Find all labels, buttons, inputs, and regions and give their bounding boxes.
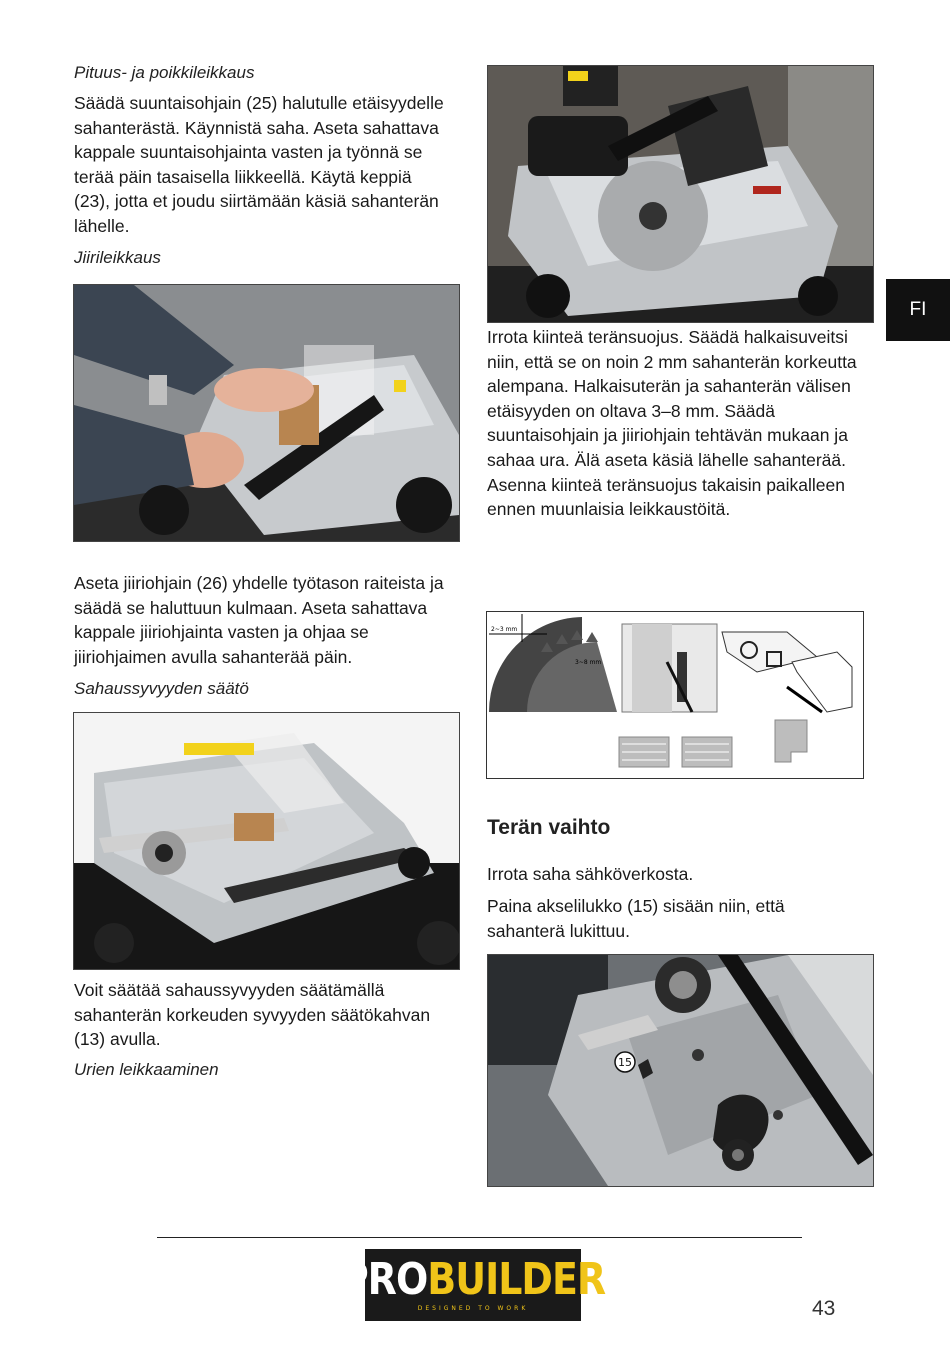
heading-cutting-depth: Sahaussyvyyden säätö [74,679,249,698]
page-number: 43 [812,1297,836,1320]
paragraph-miter-cut: Aseta jiiriohjain (26) yhdelle työtason raiteista ja säädä se haluttuun kulmaan. Aseta sahattava kappale jiiriohjainta vasten ja ohjaa se jiiriohjaimen avulla sahanterää päin. [74,573,444,667]
photo-guard-removed [487,65,874,323]
paragraph-guard-riving-knife: Irrota kiinteä teränsuojus. Säädä halkaisuveitsi niin, että se on noin 2 mm sahanterän korkeutta alempana. Halkaisuterän ja sahanterän välisen etäisyyden on oltava 3–8 mm. Säädä suuntaisohjain ja jiiriohjain tehtävän mukaan ja sahaa ura. Älä aseta käsiä lähelle sahanterää. Asenna kiinteä teränsuojus takaisin paikalleen ennen muunlaisia leikkaustöitä. [487,327,857,520]
probuilder-logo [340,1249,606,1321]
photo-miter-cutting [73,284,460,542]
logo-pro-text: PRO [340,1253,428,1304]
logo-builder-text: BUILDER [427,1253,606,1304]
paragraph-spindle-lock: Paina akselilukko (15) sisään niin, että sahanterä lukittuu. [487,896,785,941]
language-tab-label: FI [909,299,927,320]
diagram-riving-knife-groove [486,611,864,779]
paragraph-unplug: Irrota saha sähköverkosta. [487,864,694,884]
logo-tagline: DESIGNED TO WORK [417,1304,529,1312]
language-tab [886,279,950,341]
callout-15: 15 [618,1056,632,1069]
section-title-blade-change: Terän vaihto [487,816,611,839]
photo-spindle-lock [487,954,874,1187]
diagram-label-b: 3~8 mm [575,659,602,666]
heading-miter-cut: Jiirileikkaus [74,248,161,267]
footer-divider [157,1237,802,1238]
paragraph-rip-cross-cut: Säädä suuntaisohjain (25) halutulle etäisyydelle sahanterästä. Käynnistä saha. Aseta sahattava kappale suuntaisohjainta vasten ja työnnä se terää päin tasaisella liikkeellä. Käytä keppiä (23), jotta et joudu siirtämään käsiä sahanterän lähelle. [74,93,444,236]
diagram-label-a: 2~3 mm [491,626,518,633]
paragraph-cutting-depth: Voit säätää sahaussyvyyden säätämällä sahanterän korkeuden syvyyden säätökahvan (13) avulla. [74,980,431,1050]
heading-rip-cross-cut: Pituus- ja poikkileikkaus [74,63,255,82]
heading-groove-cutting: Urien leikkaaminen [74,1060,219,1079]
photo-cutting-depth [73,712,460,970]
